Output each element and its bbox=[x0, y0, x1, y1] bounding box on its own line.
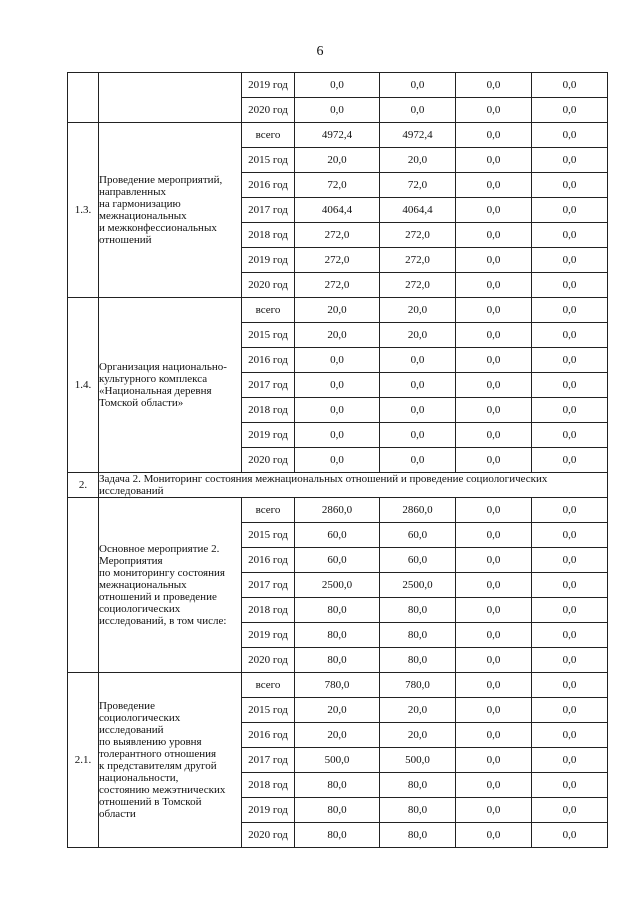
item-name-line: отношений и проведение bbox=[99, 591, 217, 603]
item-name bbox=[99, 73, 242, 123]
item-name-line: направленных bbox=[99, 186, 166, 198]
value-cell: 0,0 bbox=[295, 398, 380, 423]
item-name-line: межнациональных bbox=[99, 579, 187, 591]
period-cell: 2015 год bbox=[242, 148, 295, 173]
item-number bbox=[68, 498, 99, 673]
period-cell: 2018 год bbox=[242, 223, 295, 248]
value-cell: 0,0 bbox=[456, 798, 532, 823]
value-cell: 0,0 bbox=[456, 223, 532, 248]
period-cell: 2017 год bbox=[242, 573, 295, 598]
value-cell: 20,0 bbox=[380, 323, 456, 348]
period-cell: 2018 год bbox=[242, 398, 295, 423]
value-cell: 0,0 bbox=[532, 323, 608, 348]
value-cell: 0,0 bbox=[456, 598, 532, 623]
item-name-line: состоянию межэтнических bbox=[99, 784, 226, 796]
value-cell: 0,0 bbox=[380, 423, 456, 448]
value-cell: 0,0 bbox=[532, 223, 608, 248]
value-cell: 72,0 bbox=[295, 173, 380, 198]
period-cell: 2020 год bbox=[242, 648, 295, 673]
value-cell: 0,0 bbox=[532, 523, 608, 548]
item-name-line: Проведение bbox=[99, 700, 155, 712]
value-cell: 0,0 bbox=[532, 748, 608, 773]
value-cell: 80,0 bbox=[380, 798, 456, 823]
value-cell: 80,0 bbox=[380, 773, 456, 798]
value-cell: 0,0 bbox=[532, 198, 608, 223]
value-cell: 0,0 bbox=[456, 373, 532, 398]
period-cell: 2020 год bbox=[242, 823, 295, 848]
value-cell: 20,0 bbox=[295, 698, 380, 723]
page-number: 6 bbox=[316, 44, 324, 59]
item-name-line: области bbox=[99, 808, 136, 820]
value-cell: 0,0 bbox=[456, 823, 532, 848]
table-row bbox=[68, 73, 608, 98]
value-cell: 20,0 bbox=[380, 723, 456, 748]
value-cell: 0,0 bbox=[456, 198, 532, 223]
value-cell: 0,0 bbox=[456, 623, 532, 648]
period-cell: 2017 год bbox=[242, 198, 295, 223]
value-cell: 0,0 bbox=[532, 173, 608, 198]
value-cell: 60,0 bbox=[295, 548, 380, 573]
period-cell: 2019 год bbox=[242, 248, 295, 273]
value-cell: 0,0 bbox=[532, 98, 608, 123]
period-cell: 2019 год bbox=[242, 798, 295, 823]
value-cell: 4064,4 bbox=[380, 198, 456, 223]
period-cell: 2016 год bbox=[242, 173, 295, 198]
value-cell: 0,0 bbox=[456, 648, 532, 673]
item-name-line: толерантного отношения bbox=[99, 748, 217, 760]
value-cell: 0,0 bbox=[380, 448, 456, 473]
value-cell: 0,0 bbox=[532, 773, 608, 798]
value-cell: 80,0 bbox=[295, 773, 380, 798]
value-cell: 0,0 bbox=[532, 623, 608, 648]
value-cell: 0,0 bbox=[456, 573, 532, 598]
value-cell: 0,0 bbox=[532, 573, 608, 598]
period-cell: 2020 год bbox=[242, 98, 295, 123]
value-cell: 0,0 bbox=[295, 98, 380, 123]
item-name-line: Организация национально- bbox=[99, 361, 227, 373]
funding-table bbox=[67, 72, 608, 848]
value-cell: 20,0 bbox=[295, 323, 380, 348]
value-cell: 272,0 bbox=[380, 248, 456, 273]
item-number: 2.1. bbox=[68, 673, 99, 848]
item-name-line: Основное мероприятие 2. bbox=[99, 543, 220, 555]
value-cell: 0,0 bbox=[456, 98, 532, 123]
value-cell: 0,0 bbox=[380, 398, 456, 423]
value-cell: 0,0 bbox=[532, 123, 608, 148]
value-cell: 0,0 bbox=[456, 348, 532, 373]
item-name-line: отношений bbox=[99, 234, 152, 246]
value-cell: 80,0 bbox=[380, 598, 456, 623]
value-cell: 80,0 bbox=[380, 648, 456, 673]
item-number: 2. bbox=[68, 473, 99, 498]
value-cell: 2860,0 bbox=[380, 498, 456, 523]
value-cell: 0,0 bbox=[295, 373, 380, 398]
value-cell: 80,0 bbox=[380, 623, 456, 648]
value-cell: 20,0 bbox=[295, 298, 380, 323]
value-cell: 80,0 bbox=[380, 823, 456, 848]
item-name-line: по выявлению уровня bbox=[99, 736, 202, 748]
value-cell: 0,0 bbox=[532, 648, 608, 673]
value-cell: 80,0 bbox=[295, 823, 380, 848]
value-cell: 0,0 bbox=[532, 723, 608, 748]
item-number: 1.4. bbox=[68, 298, 99, 473]
value-cell: 0,0 bbox=[456, 398, 532, 423]
value-cell: 0,0 bbox=[295, 448, 380, 473]
value-cell: 80,0 bbox=[295, 648, 380, 673]
value-cell: 60,0 bbox=[380, 523, 456, 548]
value-cell: 0,0 bbox=[295, 423, 380, 448]
value-cell: 0,0 bbox=[456, 698, 532, 723]
value-cell: 0,0 bbox=[532, 498, 608, 523]
value-cell: 80,0 bbox=[295, 598, 380, 623]
value-cell: 272,0 bbox=[295, 273, 380, 298]
value-cell: 0,0 bbox=[532, 823, 608, 848]
value-cell: 0,0 bbox=[456, 773, 532, 798]
item-name bbox=[99, 498, 242, 673]
value-cell: 20,0 bbox=[380, 298, 456, 323]
value-cell: 2500,0 bbox=[380, 573, 456, 598]
value-cell: 20,0 bbox=[295, 723, 380, 748]
value-cell: 4064,4 bbox=[295, 198, 380, 223]
period-cell: 2016 год bbox=[242, 548, 295, 573]
value-cell: 20,0 bbox=[380, 698, 456, 723]
item-name-line: Проведение мероприятий, bbox=[99, 174, 223, 186]
period-cell: всего bbox=[242, 298, 295, 323]
value-cell: 0,0 bbox=[532, 798, 608, 823]
value-cell: 272,0 bbox=[380, 273, 456, 298]
value-cell: 0,0 bbox=[532, 348, 608, 373]
item-number bbox=[68, 73, 99, 123]
item-number: 1.3. bbox=[68, 123, 99, 298]
value-cell: 72,0 bbox=[380, 173, 456, 198]
value-cell: 0,0 bbox=[532, 398, 608, 423]
item-name-line: «Национальная деревня bbox=[99, 385, 212, 397]
item-name-line: по мониторингу состояния bbox=[99, 567, 225, 579]
value-cell: 0,0 bbox=[532, 148, 608, 173]
value-cell: 0,0 bbox=[380, 73, 456, 98]
value-cell: 272,0 bbox=[295, 223, 380, 248]
item-name bbox=[99, 123, 242, 298]
item-name-line: исследований, в том числе: bbox=[99, 615, 227, 627]
item-name-line: национальности, bbox=[99, 772, 179, 784]
item-name bbox=[99, 298, 242, 473]
table-row bbox=[68, 123, 608, 148]
item-name bbox=[99, 673, 242, 848]
value-cell: 0,0 bbox=[295, 73, 380, 98]
item-name-line: Томской области» bbox=[99, 397, 184, 409]
value-cell: 20,0 bbox=[295, 148, 380, 173]
value-cell: 60,0 bbox=[295, 523, 380, 548]
value-cell: 0,0 bbox=[456, 448, 532, 473]
value-cell: 272,0 bbox=[380, 223, 456, 248]
period-cell: 2016 год bbox=[242, 723, 295, 748]
task-row bbox=[68, 473, 608, 498]
period-cell: 2017 год bbox=[242, 373, 295, 398]
period-cell: всего bbox=[242, 498, 295, 523]
value-cell: 0,0 bbox=[532, 273, 608, 298]
item-name-line: исследований bbox=[99, 724, 164, 736]
item-name-line: социологических bbox=[99, 712, 181, 724]
value-cell: 0,0 bbox=[380, 98, 456, 123]
item-name-line: и межконфессиональных bbox=[99, 222, 217, 234]
value-cell: 2860,0 bbox=[295, 498, 380, 523]
value-cell: 0,0 bbox=[456, 723, 532, 748]
item-name-line: на гармонизацию bbox=[99, 198, 181, 210]
value-cell: 20,0 bbox=[380, 148, 456, 173]
value-cell: 2500,0 bbox=[295, 573, 380, 598]
value-cell: 0,0 bbox=[456, 548, 532, 573]
value-cell: 0,0 bbox=[456, 523, 532, 548]
task-title: Задача 2. Мониторинг состояния межнациональных отношений и проведение социологических исследований bbox=[99, 473, 608, 498]
value-cell: 0,0 bbox=[456, 148, 532, 173]
item-name-line: отношений в Томской bbox=[99, 796, 202, 808]
period-cell: всего bbox=[242, 673, 295, 698]
period-cell: 2018 год bbox=[242, 598, 295, 623]
value-cell: 0,0 bbox=[456, 273, 532, 298]
value-cell: 0,0 bbox=[456, 748, 532, 773]
value-cell: 0,0 bbox=[456, 248, 532, 273]
period-cell: 2015 год bbox=[242, 698, 295, 723]
value-cell: 0,0 bbox=[380, 373, 456, 398]
item-name-line: к представителям другой bbox=[99, 760, 217, 772]
period-cell: 2020 год bbox=[242, 273, 295, 298]
value-cell: 0,0 bbox=[532, 698, 608, 723]
value-cell: 0,0 bbox=[295, 348, 380, 373]
value-cell: 80,0 bbox=[295, 623, 380, 648]
value-cell: 0,0 bbox=[456, 323, 532, 348]
period-cell: 2017 год bbox=[242, 748, 295, 773]
period-cell: всего bbox=[242, 123, 295, 148]
value-cell: 0,0 bbox=[456, 423, 532, 448]
value-cell: 0,0 bbox=[456, 673, 532, 698]
period-cell: 2016 год bbox=[242, 348, 295, 373]
value-cell: 272,0 bbox=[295, 248, 380, 273]
value-cell: 0,0 bbox=[380, 348, 456, 373]
table-row bbox=[68, 498, 608, 523]
value-cell: 0,0 bbox=[456, 173, 532, 198]
value-cell: 0,0 bbox=[532, 548, 608, 573]
value-cell: 500,0 bbox=[295, 748, 380, 773]
table-row bbox=[68, 673, 608, 698]
value-cell: 0,0 bbox=[456, 123, 532, 148]
value-cell: 780,0 bbox=[295, 673, 380, 698]
item-name-line: социологических bbox=[99, 603, 181, 615]
value-cell: 0,0 bbox=[532, 598, 608, 623]
period-cell: 2018 год bbox=[242, 773, 295, 798]
item-name-line: Мероприятия bbox=[99, 555, 163, 567]
value-cell: 60,0 bbox=[380, 548, 456, 573]
item-name-line: культурного комплекса bbox=[99, 373, 208, 385]
value-cell: 80,0 bbox=[295, 798, 380, 823]
value-cell: 0,0 bbox=[532, 373, 608, 398]
value-cell: 0,0 bbox=[456, 298, 532, 323]
value-cell: 780,0 bbox=[380, 673, 456, 698]
period-cell: 2019 год bbox=[242, 623, 295, 648]
table-row bbox=[68, 298, 608, 323]
period-cell: 2020 год bbox=[242, 448, 295, 473]
value-cell: 0,0 bbox=[532, 673, 608, 698]
value-cell: 0,0 bbox=[532, 423, 608, 448]
value-cell: 0,0 bbox=[532, 248, 608, 273]
value-cell: 4972,4 bbox=[295, 123, 380, 148]
value-cell: 0,0 bbox=[532, 298, 608, 323]
period-cell: 2019 год bbox=[242, 73, 295, 98]
item-name-line: межнациональных bbox=[99, 210, 187, 222]
value-cell: 4972,4 bbox=[380, 123, 456, 148]
period-cell: 2019 год bbox=[242, 423, 295, 448]
period-cell: 2015 год bbox=[242, 523, 295, 548]
period-cell: 2015 год bbox=[242, 323, 295, 348]
value-cell: 0,0 bbox=[532, 448, 608, 473]
value-cell: 0,0 bbox=[532, 73, 608, 98]
value-cell: 0,0 bbox=[456, 73, 532, 98]
value-cell: 500,0 bbox=[380, 748, 456, 773]
value-cell: 0,0 bbox=[456, 498, 532, 523]
